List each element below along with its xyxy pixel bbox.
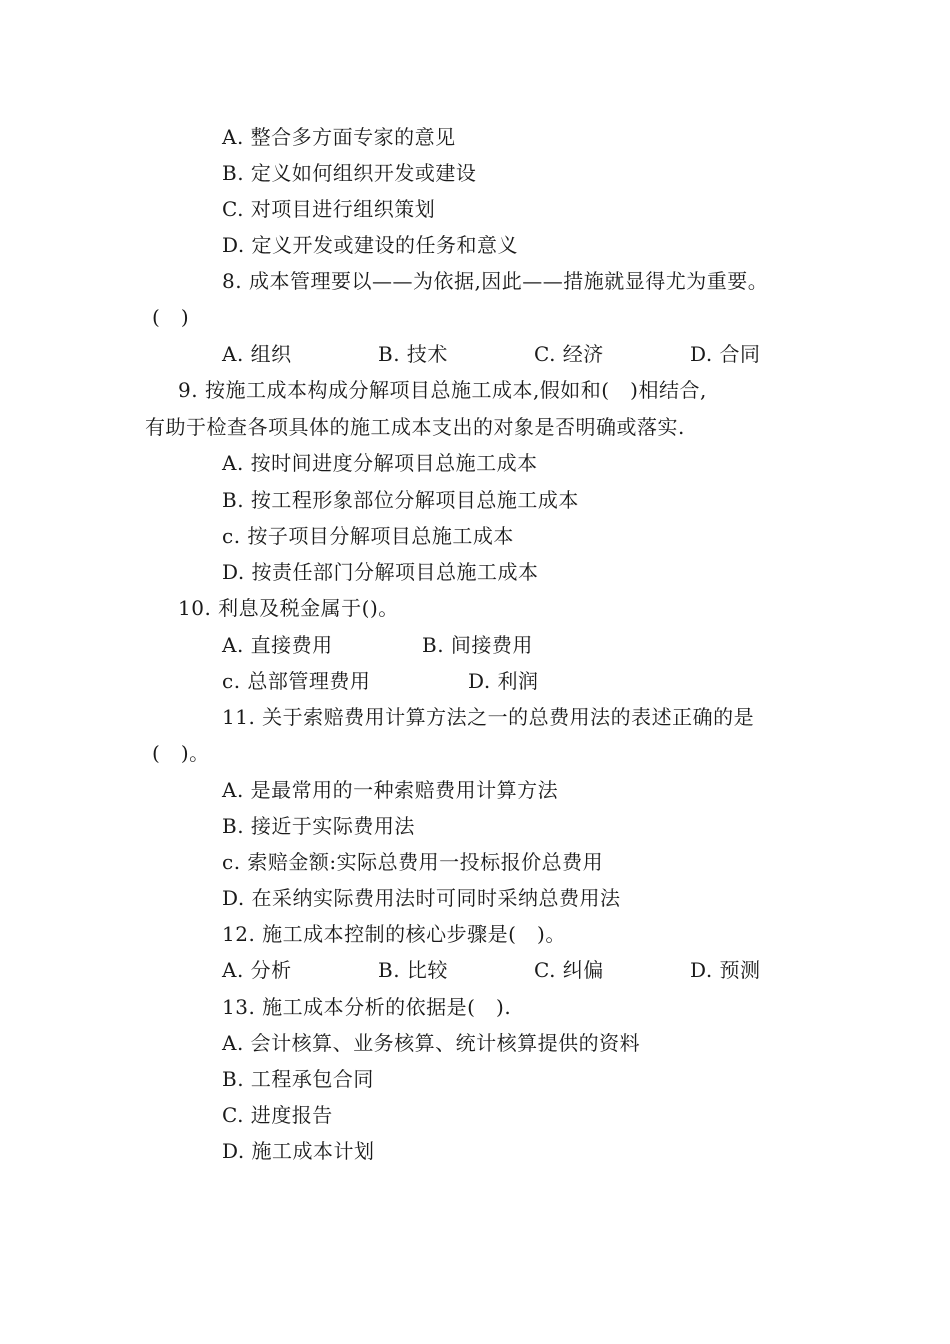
- q8-option-c: C. 经济: [534, 342, 604, 366]
- q10-stem: 10. 利息及税金属于()。: [178, 596, 399, 620]
- q12-option-a: A. 分析: [222, 958, 292, 982]
- q9-option-a: A. 按时间进度分解项目总施工成本: [222, 451, 538, 475]
- q12-option-b: B. 比较: [378, 958, 448, 982]
- q9-option-d: D. 按责任部门分解项目总施工成本: [222, 560, 539, 584]
- q13-option-b: B. 工程承包合同: [222, 1067, 374, 1091]
- q11-option-d: D. 在采纳实际费用法时可同时采纳总费用法: [222, 886, 621, 910]
- q9-stem-line2: 有助于检查各项具体的施工成本支出的对象是否明确或落实.: [145, 415, 685, 439]
- q10-option-b: B. 间接费用: [422, 633, 533, 657]
- q13-stem: 13. 施工成本分析的依据是( ).: [222, 995, 512, 1019]
- q10-option-d: D. 利润: [468, 669, 539, 693]
- q8-stem: 8. 成本管理要以——为依据,因此——措施就显得尤为重要。: [222, 269, 769, 293]
- q12-stem: 12. 施工成本控制的核心步骤是( )。: [222, 922, 566, 946]
- q10-option-a: A. 直接费用: [222, 633, 333, 657]
- q9-option-c: c. 按子项目分解项目总施工成本: [222, 524, 514, 548]
- q11-stem-line1: 11. 关于索赔费用计算方法之一的总费用法的表述正确的是: [222, 705, 755, 729]
- q8-answer-blank: ( ): [152, 305, 190, 329]
- q7-option-d: D. 定义开发或建设的任务和意义: [222, 233, 519, 257]
- q13-option-d: D. 施工成本计划: [222, 1139, 375, 1163]
- q11-option-a: A. 是最常用的一种索赔费用计算方法: [222, 778, 559, 802]
- q8-option-b: B. 技术: [378, 342, 448, 366]
- q10-option-c: c. 总部管理费用: [222, 669, 371, 693]
- q7-option-b: B. 定义如何组织开发或建设: [222, 161, 477, 185]
- q12-option-c: C. 纠偏: [534, 958, 604, 982]
- q9-stem-line1: 9. 按施工成本构成分解项目总施工成本,假如和( )相结合,: [178, 378, 707, 402]
- q12-option-d: D. 预测: [690, 958, 761, 982]
- q8-option-d: D. 合同: [690, 342, 761, 366]
- q7-option-c: C. 对项目进行组织策划: [222, 197, 436, 221]
- q13-option-a: A. 会计核算、业务核算、统计核算提供的资料: [222, 1031, 641, 1055]
- q8-option-a: A. 组织: [222, 342, 292, 366]
- q11-option-b: B. 接近于实际费用法: [222, 814, 415, 838]
- q13-option-c: C. 进度报告: [222, 1103, 333, 1127]
- q7-option-a: A. 整合多方面专家的意见: [222, 125, 456, 149]
- q9-option-b: B. 按工程形象部位分解项目总施工成本: [222, 488, 579, 512]
- q11-option-c: c. 索赔金额:实际总费用一投标报价总费用: [222, 850, 604, 874]
- q11-stem-line2: ( )。: [152, 741, 210, 765]
